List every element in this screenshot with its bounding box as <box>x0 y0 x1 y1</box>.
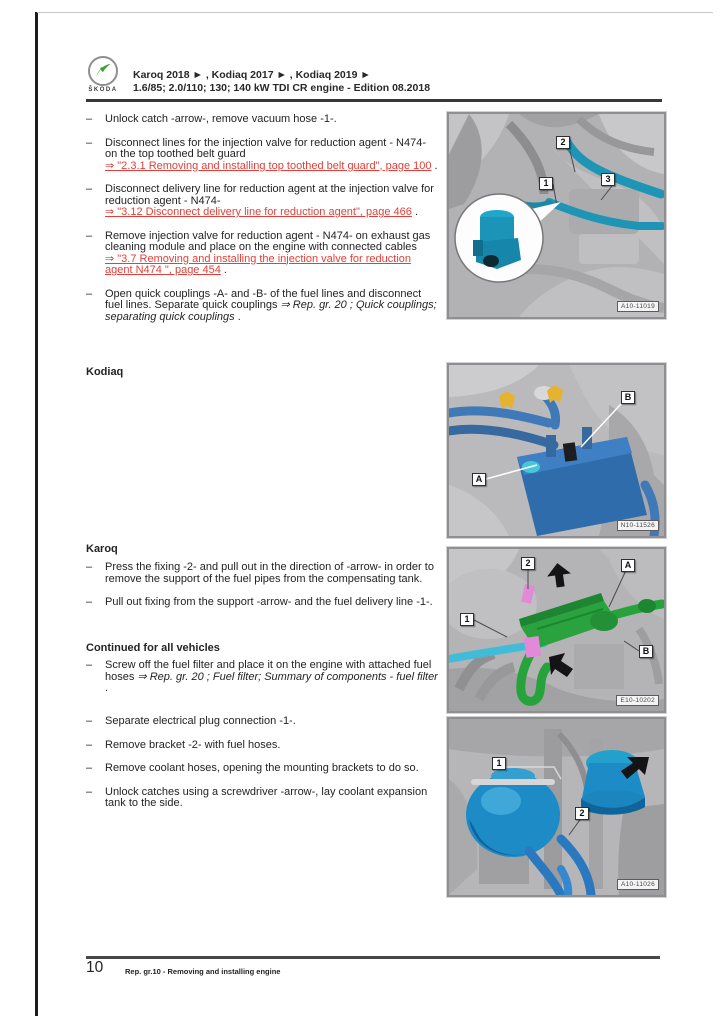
callout-A: A <box>472 473 486 486</box>
text-segment: Press the fixing -2- and pull out in the direction of -arrow- in order to remove the support of the fuel pipes from the compensating tank. <box>105 561 434 585</box>
skoda-logo <box>85 56 121 93</box>
final-instruction-list <box>86 716 440 822</box>
instruction-item <box>86 763 440 775</box>
text-segment: Remove injection valve for reduction agent - N474- on exhaust gas cleaning module and place on the engine with connected cables <box>105 229 431 253</box>
bullet-dash: – <box>86 596 93 608</box>
figure-id-label: E10-10202 <box>616 695 659 706</box>
instruction-text <box>105 138 440 173</box>
text-segment: Disconnect lines for the injection valve for reduction agent - N474- on the top toothed belt guard <box>105 136 427 160</box>
bullet-dash: – <box>86 715 93 727</box>
text-segment: Disconnect delivery line for reduction agent at the injection valve for reduction agent - N474- <box>105 183 434 207</box>
instruction-text <box>105 763 440 775</box>
bullet-dash: – <box>86 229 93 242</box>
text-segment: . <box>234 310 241 323</box>
instruction-text <box>105 740 440 752</box>
figure-id-label: N10-11526 <box>617 520 659 531</box>
text-segment: Unlock catch -arrow-, remove vacuum hose -1-. <box>105 113 337 125</box>
instruction-item <box>86 740 440 752</box>
cross-reference-link[interactable]: ⇒ "3.12 Disconnect delivery line for reduction agent", page 466 <box>105 206 412 218</box>
text-segment: Open quick couplings -A- and -B- of the fuel lines and disconnect fuel lines. Separate quick couplings <box>105 287 422 311</box>
instruction-item <box>86 597 440 609</box>
instruction-text <box>105 597 440 609</box>
cross-reference-link[interactable]: ⇒ "3.7 Removing and installing the injection valve for reduction agent N474 ", page 454 <box>105 252 412 276</box>
text-segment: . <box>220 264 227 276</box>
instruction-item <box>86 787 440 810</box>
bullet-dash: – <box>86 738 93 751</box>
instruction-item <box>86 562 440 585</box>
figure-coolant-expansion-tank <box>447 717 666 897</box>
text-segment: . <box>411 206 419 218</box>
callout-2: 2 <box>521 557 535 570</box>
instruction-item <box>86 231 440 277</box>
rep-gr-reference: ⇒ Rep. gr. 20 ; Quick couplings; separating quick couplings <box>105 299 437 323</box>
cross-reference-link[interactable]: ⇒ "2.3.1 Removing and installing top toothed belt guard", page 100 <box>105 159 432 172</box>
callout-1: 1 <box>539 177 553 190</box>
header-models-line: Karoq 2018 ► , Kodiaq 2017 ► , Kodiaq 2019 ► <box>133 69 371 81</box>
instruction-text <box>105 660 440 695</box>
instruction-text <box>105 184 440 219</box>
header-rule <box>86 99 662 102</box>
instruction-item <box>86 716 440 728</box>
bullet-dash: – <box>86 659 93 671</box>
text-segment: . <box>431 159 438 172</box>
text-segment: Remove coolant hoses, opening the mounting brackets to do so. <box>105 762 419 774</box>
text-segment: Unlock catches using a screwdriver -arrow-, lay coolant expansion tank to the side. <box>105 785 428 809</box>
bullet-dash: – <box>86 136 93 149</box>
instruction-text <box>105 114 440 126</box>
coolant-expansion-tank-part <box>466 768 560 857</box>
instruction-item <box>86 184 440 219</box>
bullet-dash: – <box>86 183 93 195</box>
instruction-text <box>105 231 440 277</box>
figure-kodiaq-fuel-filter <box>447 363 666 538</box>
header-engine-line: 1.6/85; 2.0/110; 130; 140 kW TDI CR engine - Edition 08.2018 <box>133 82 431 94</box>
skoda-wordmark: ŠKODA <box>88 87 118 93</box>
fuel-pipes-artwork <box>449 549 664 711</box>
instruction-text <box>105 716 440 728</box>
karoq-instruction-list <box>86 562 440 621</box>
callout-1: 1 <box>460 613 474 626</box>
callout-2: 2 <box>575 807 589 820</box>
winged-arrow-icon <box>92 60 114 82</box>
callout-B: B <box>621 391 635 404</box>
callout-3: 3 <box>601 173 615 186</box>
instruction-text <box>105 562 440 585</box>
callout-A: A <box>621 559 635 572</box>
page-spine-shadow <box>35 12 38 1016</box>
bullet-dash: – <box>86 287 93 300</box>
bullet-dash: – <box>86 785 93 798</box>
figure-id-label: A10-11019 <box>617 301 659 312</box>
callout-1: 1 <box>492 757 506 770</box>
footer-caption: Rep. gr.10 - Removing and installing engine <box>125 967 281 976</box>
intro-instruction-list <box>86 114 440 335</box>
bullet-dash: – <box>86 561 93 573</box>
continued-instruction-list <box>86 660 440 707</box>
text-segment: Screw off the fuel filter and place it on the engine with attached fuel hoses <box>105 659 432 683</box>
text-segment: Separate electrical plug connection -1-. <box>105 715 296 727</box>
figure-karoq-fuel-pipes-support <box>447 547 666 713</box>
footer-rule <box>86 956 660 959</box>
figure-engine-bay-reduction-agent <box>447 112 666 319</box>
instruction-item <box>86 660 440 695</box>
kodiaq-section-heading: Kodiaq <box>86 366 124 378</box>
page-top-border <box>37 12 713 13</box>
text-segment: . <box>105 682 109 694</box>
skoda-logo-icon <box>88 56 118 86</box>
karoq-section-heading: Karoq <box>86 543 118 555</box>
reduction-agent-valve-inset <box>473 210 521 269</box>
header-vehicle-info <box>133 69 430 95</box>
bullet-dash: – <box>86 113 93 125</box>
instruction-item <box>86 114 440 126</box>
callout-B: B <box>639 645 653 658</box>
bullet-dash: – <box>86 762 93 774</box>
text-segment: Pull out fixing from the support -arrow- and the fuel delivery line -1-. <box>105 596 433 608</box>
instruction-text <box>105 289 440 324</box>
callout-2: 2 <box>556 136 570 149</box>
rep-gr-reference: ⇒ Rep. gr. 20 ; Fuel filter; Summary of components - fuel filter <box>137 670 438 683</box>
page-number: 10 <box>86 959 104 976</box>
coolant-tank-artwork <box>449 719 664 895</box>
instruction-item <box>86 138 440 173</box>
instruction-item <box>86 289 440 324</box>
figure-id-label: A10-11026 <box>617 879 659 890</box>
continued-section-heading: Continued for all vehicles <box>86 642 220 654</box>
text-segment: Remove bracket -2- with fuel hoses. <box>105 738 281 751</box>
instruction-text <box>105 787 440 810</box>
